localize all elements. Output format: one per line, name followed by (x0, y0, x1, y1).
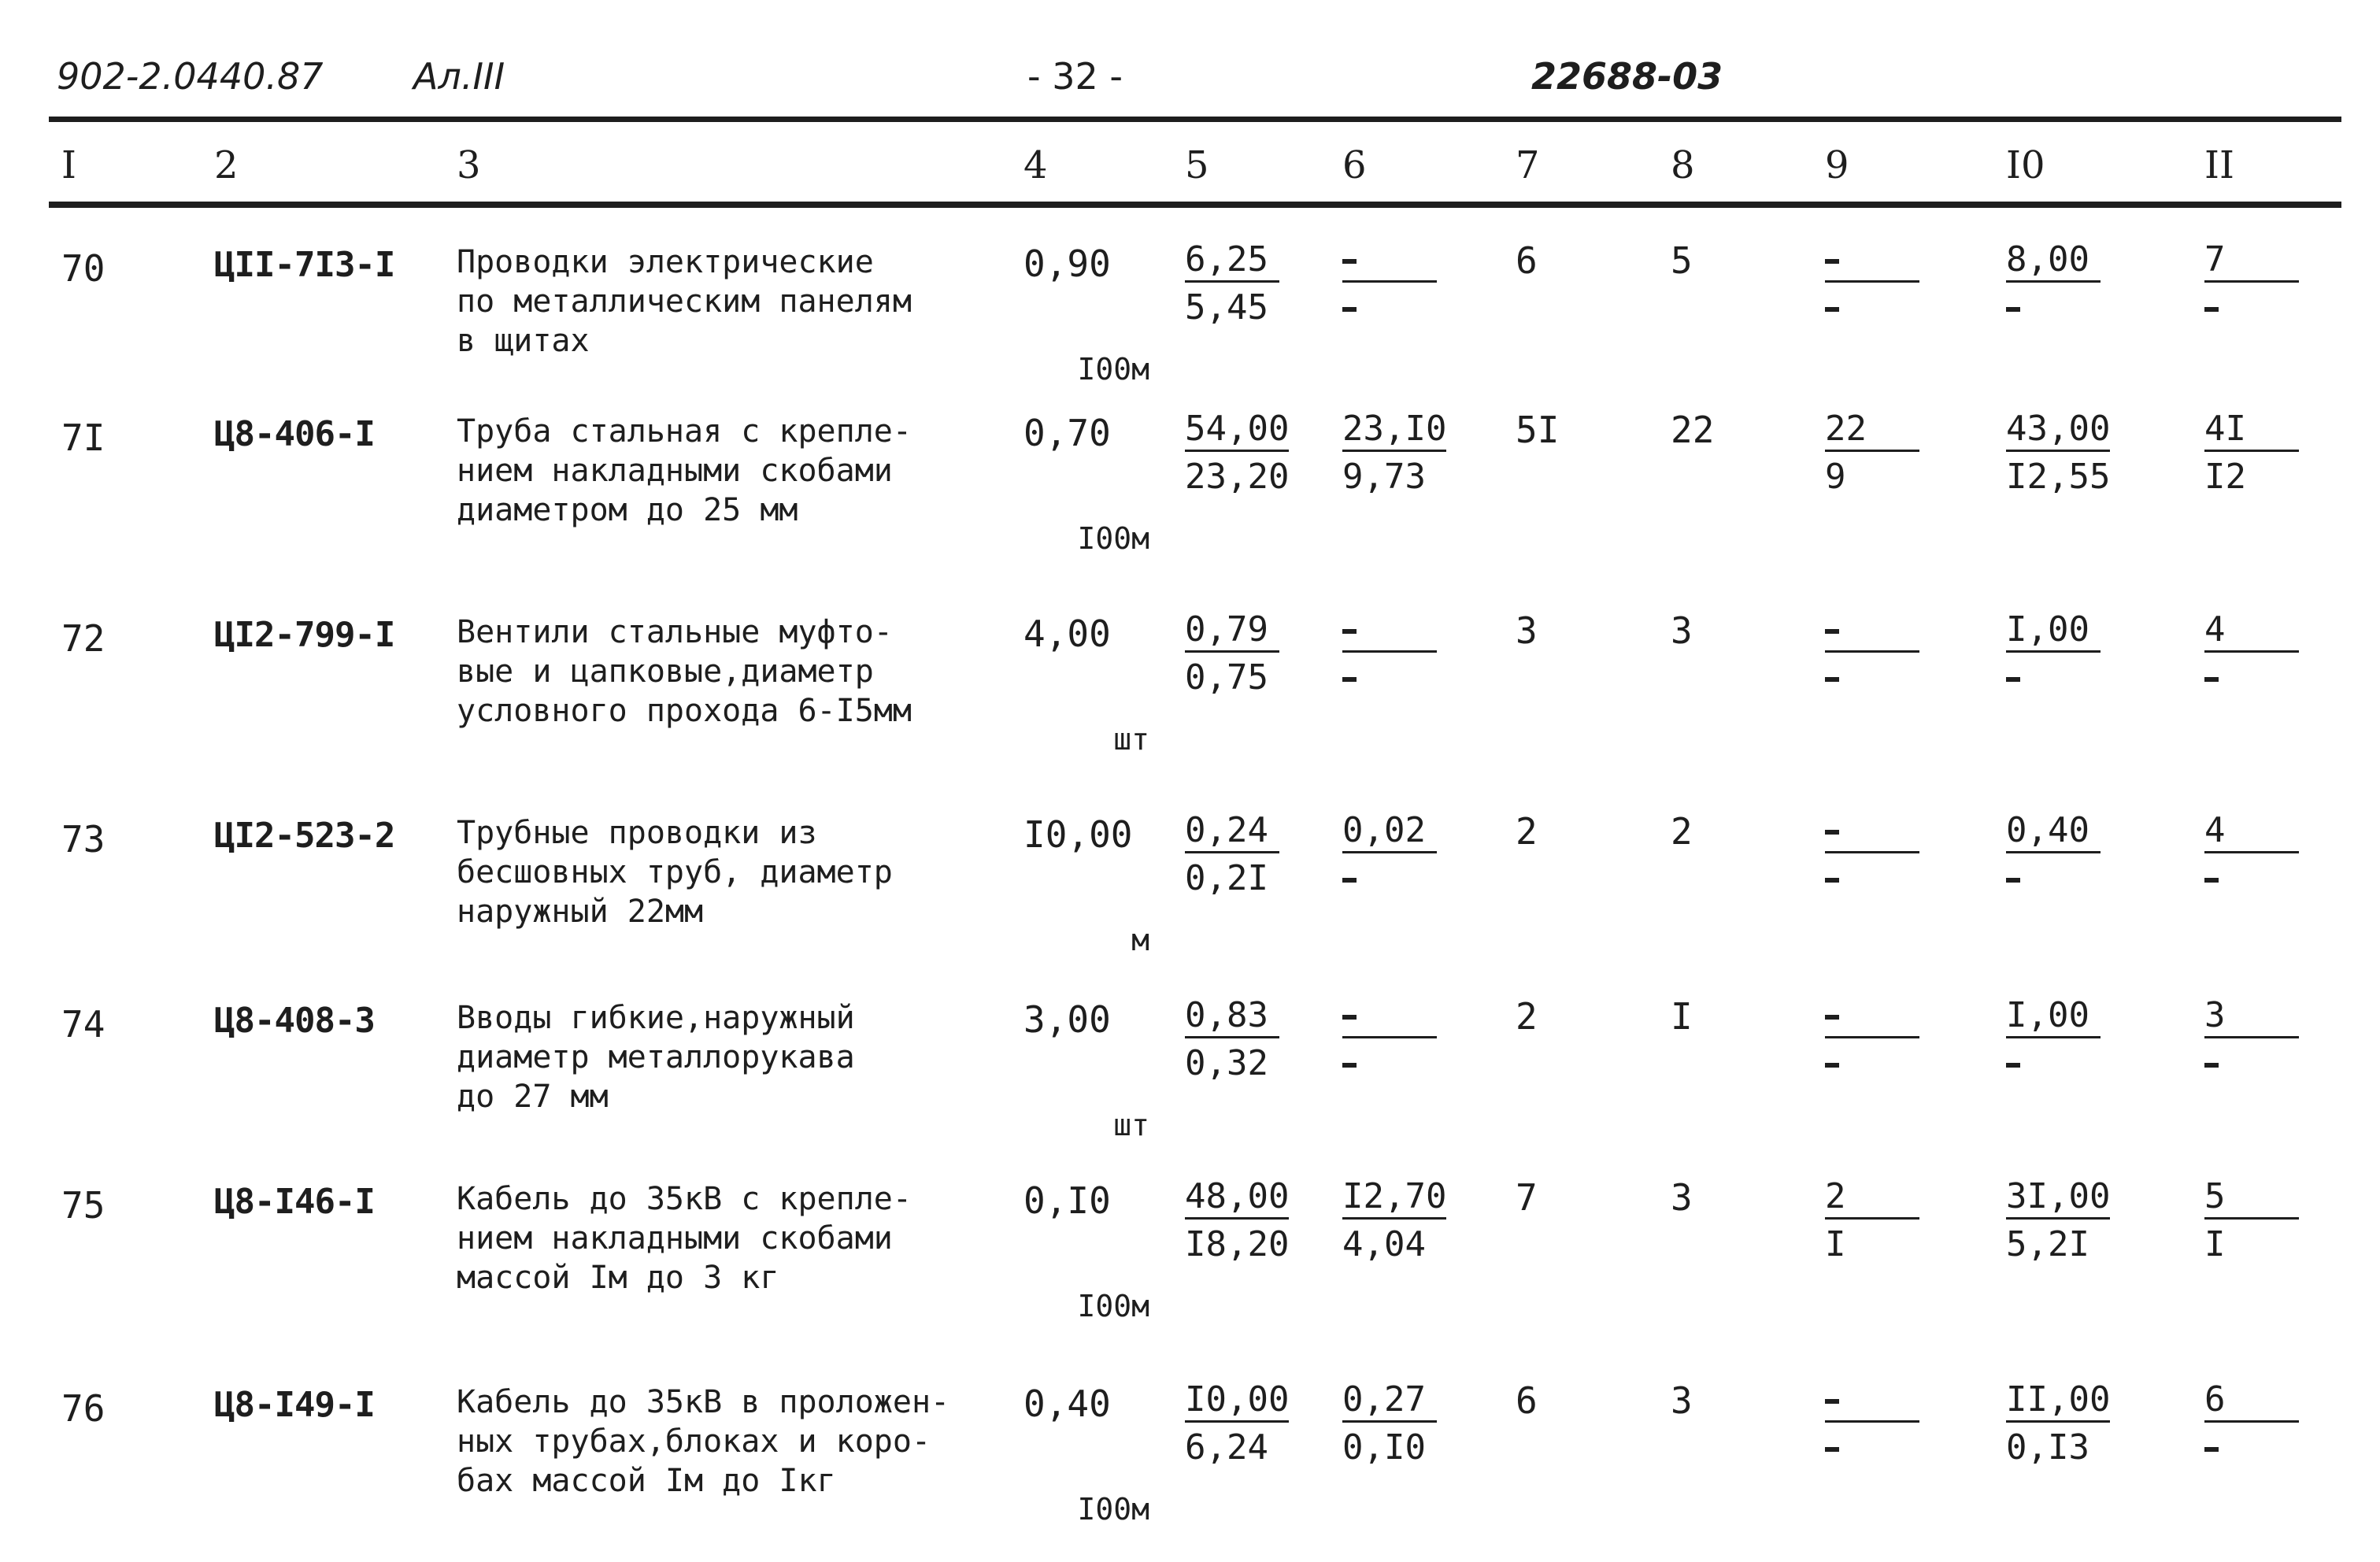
dash-mark (1825, 259, 1839, 264)
dash-mark (2006, 677, 2020, 682)
row-number: 70 (61, 247, 105, 290)
quantity: 3,00 (1023, 998, 1111, 1041)
quantity: 0,90 (1023, 242, 1111, 285)
col9-value (1825, 1382, 1919, 1465)
col6-value-bottom (1342, 291, 1437, 325)
col5-value-bottom: 0,75 (1185, 657, 1268, 698)
unit-of-measure: шт (1113, 1108, 1149, 1142)
row-number: 75 (61, 1184, 105, 1227)
col9-value-bottom (1825, 661, 1919, 695)
col9-value (1825, 1176, 1919, 1264)
column-header: I0 (2006, 143, 2045, 187)
column-header: I (61, 143, 76, 187)
col11-value (2204, 409, 2299, 497)
col9-value-top (1825, 998, 1919, 1038)
col8-value: 3 (1671, 1176, 1693, 1219)
column-header: II (2204, 143, 2234, 187)
col5-value-top: 54,00 (1185, 412, 1289, 452)
col10-value-bottom: 0,I3 (2006, 1427, 2089, 1468)
page-number: - 32 - (1027, 55, 1123, 98)
dash-mark (1825, 1447, 1839, 1452)
col7-value: 3 (1516, 609, 1538, 652)
dash-mark (1342, 629, 1357, 634)
quantity: 0,70 (1023, 412, 1111, 454)
row-number: 74 (61, 1003, 105, 1046)
col10-value-bottom (2006, 291, 2101, 325)
col5-value-top: 0,24 (1185, 813, 1279, 853)
header-top-rule (49, 117, 2341, 122)
unit-of-measure: I00м (1077, 1289, 1149, 1323)
col11-value-top: 7 (2204, 242, 2299, 283)
col5-value-bottom: 23,20 (1185, 457, 1290, 497)
col9-value (1825, 409, 1919, 497)
col9-value-top (1825, 813, 1919, 853)
col11-value-bottom: I (2204, 1224, 2226, 1264)
col11-value-top: 4 (2204, 613, 2299, 653)
col6-value-bottom (1342, 661, 1437, 695)
col11-value-bottom (2204, 291, 2299, 325)
col10-value-top: I,00 (2006, 613, 2101, 653)
col10-value-top: II,00 (2006, 1382, 2110, 1423)
col10-value (2006, 409, 2111, 497)
column-header: 9 (1825, 143, 1849, 187)
work-description: Кабель до 35кВ в проложен- ных трубах,блоках и коро- бах массой Iм до Iкг (457, 1384, 950, 1499)
col5-value (1185, 409, 1290, 497)
dash-mark (1342, 677, 1357, 682)
col10-value (2006, 995, 2101, 1081)
work-description: Проводки электрические по металлическим панелям в щитах (457, 244, 912, 359)
dash-mark (1825, 677, 1839, 682)
col9-value-bottom: I (1825, 1224, 1846, 1264)
col9-value-bottom (1825, 1046, 1919, 1081)
col7-value: 6 (1516, 1379, 1538, 1422)
dash-mark (2006, 307, 2020, 312)
col11-value (2204, 609, 2299, 695)
dash-mark (1825, 1063, 1839, 1068)
col6-value (1342, 810, 1437, 896)
rate-code: Ц8-408-3 (214, 1001, 375, 1041)
rate-code: Ц8-406-I (214, 414, 375, 454)
col9-value-top (1825, 613, 1919, 653)
work-description: Труба стальная с крепле- нием накладными скобами диаметром до 25 мм (457, 413, 912, 528)
col11-value-bottom: I2 (2204, 457, 2246, 497)
dash-mark (2204, 677, 2219, 682)
col8-value: 22 (1671, 409, 1715, 451)
col5-value (1185, 1176, 1290, 1264)
dash-mark (2204, 1447, 2219, 1452)
unit-of-measure: I00м (1077, 521, 1149, 556)
col6-value-top (1342, 613, 1437, 653)
col6-value-bottom: 0,I0 (1342, 1427, 1426, 1468)
quantity: I0,00 (1023, 813, 1133, 856)
work-description: Кабель до 35кВ с крепле- нием накладными скобами массой Iм до 3 кг (457, 1181, 912, 1296)
col8-value: 2 (1671, 810, 1693, 853)
col5-value (1185, 239, 1279, 328)
row-number: 7I (61, 416, 105, 459)
rate-code: ЦII-7I3-I (214, 245, 395, 285)
col7-value: 7 (1516, 1176, 1538, 1219)
col8-value: 5 (1671, 239, 1693, 282)
col5-value-top: I0,00 (1185, 1382, 1289, 1423)
col6-value-top (1342, 242, 1437, 283)
col11-value (2204, 1176, 2299, 1264)
column-header: 4 (1023, 143, 1048, 187)
col11-value (2204, 995, 2299, 1081)
work-description: Трубные проводки из бесшовных труб, диаметр наружный 22мм (457, 815, 893, 930)
col10-value (2006, 810, 2101, 896)
col6-value-top: 23,I0 (1342, 412, 1446, 452)
col5-value-top: 48,00 (1185, 1179, 1289, 1220)
col6-value-bottom: 9,73 (1342, 457, 1426, 497)
col11-value (2204, 810, 2299, 896)
dash-mark (1825, 1399, 1839, 1404)
col9-value-bottom (1825, 861, 1919, 896)
col6-value (1342, 998, 1437, 1081)
col5-value-bottom: 0,2I (1185, 858, 1268, 898)
col9-value (1825, 613, 1919, 695)
col6-value (1342, 613, 1437, 695)
col5-value (1185, 995, 1279, 1083)
col6-value-top: 0,02 (1342, 813, 1437, 853)
rate-code: Ц8-I49-I (214, 1385, 375, 1425)
col6-value-top: I2,70 (1342, 1179, 1446, 1220)
quantity: 4,00 (1023, 613, 1111, 655)
document-code: 902-2.0440.87 (57, 55, 324, 98)
col11-value-top: 6 (2204, 1382, 2299, 1423)
unit-of-measure: I00м (1077, 1492, 1149, 1527)
column-header: 8 (1671, 143, 1695, 187)
unit-of-measure: шт (1113, 722, 1149, 757)
rate-code: Ц8-I46-I (214, 1182, 375, 1222)
dash-mark (1342, 259, 1357, 264)
dash-mark (1825, 878, 1839, 883)
album-number: Ал.III (413, 55, 505, 98)
col11-value-top: 3 (2204, 998, 2299, 1038)
col8-value: 3 (1671, 609, 1693, 652)
col7-value: 6 (1516, 239, 1538, 282)
col11-value-top: 4I (2204, 412, 2299, 452)
col9-value (1825, 813, 1919, 896)
col10-value (2006, 609, 2101, 695)
col11-value-bottom (2204, 661, 2299, 695)
col5-value-top: 6,25 (1185, 242, 1279, 283)
col5-value-bottom: 5,45 (1185, 287, 1268, 328)
col8-value: 3 (1671, 1379, 1693, 1422)
col7-value: 2 (1516, 810, 1538, 853)
row-number: 76 (61, 1387, 105, 1430)
col6-value-bottom (1342, 861, 1437, 896)
header-bottom-rule (49, 202, 2341, 208)
dash-mark (1825, 1015, 1839, 1020)
row-number: 72 (61, 617, 105, 660)
dash-mark (1342, 878, 1357, 883)
col6-value-bottom: 4,04 (1342, 1224, 1426, 1264)
col11-value-bottom (2204, 1046, 2299, 1081)
col9-value-bottom (1825, 291, 1919, 325)
col9-value (1825, 242, 1919, 325)
col6-value-top (1342, 998, 1437, 1038)
quantity: 0,40 (1023, 1382, 1111, 1425)
col9-value-top: 2 (1825, 1179, 1919, 1220)
col10-value-bottom: I2,55 (2006, 457, 2111, 497)
dash-mark (1825, 830, 1839, 835)
col11-value-bottom (2204, 1431, 2299, 1465)
col10-value (2006, 1176, 2111, 1264)
col6-value (1342, 1176, 1447, 1264)
col10-value-top: I,00 (2006, 998, 2101, 1038)
column-header: 6 (1342, 143, 1367, 187)
column-header: 2 (214, 143, 239, 187)
col9-value-bottom (1825, 1431, 1919, 1465)
col10-value-top: 3I,00 (2006, 1179, 2110, 1220)
col9-value-top (1825, 242, 1919, 283)
work-description: Вводы гибкие,наружный диаметр металлорукава до 27 мм (457, 1000, 855, 1115)
col10-value-bottom (2006, 661, 2101, 695)
col11-value-bottom (2204, 861, 2299, 896)
col11-value (2204, 1379, 2299, 1465)
col6-value-top: 0,27 (1342, 1382, 1437, 1423)
col7-value: 2 (1516, 995, 1538, 1038)
col9-value-bottom: 9 (1825, 457, 1846, 497)
col5-value-top: 0,83 (1185, 998, 1279, 1038)
col11-value-top: 5 (2204, 1179, 2299, 1220)
dash-mark (1825, 629, 1839, 634)
col5-value-bottom: I8,20 (1185, 1224, 1290, 1264)
col6-value (1342, 242, 1437, 325)
dash-mark (2204, 307, 2219, 312)
column-header: 3 (457, 143, 481, 187)
unit-of-measure: м (1131, 923, 1149, 957)
col10-value-bottom: 5,2I (2006, 1224, 2089, 1264)
rate-code: ЦI2-523-2 (214, 816, 395, 856)
column-header: 5 (1185, 143, 1209, 187)
dash-mark (2204, 1063, 2219, 1068)
rate-code: ЦI2-799-I (214, 615, 395, 655)
col5-value (1185, 609, 1279, 698)
row-number: 73 (61, 818, 105, 861)
col10-value-bottom (2006, 861, 2101, 896)
col10-value-bottom (2006, 1046, 2101, 1081)
dash-mark (1342, 307, 1357, 312)
column-header: 7 (1516, 143, 1540, 187)
quantity: 0,I0 (1023, 1179, 1111, 1222)
col6-value (1342, 1379, 1437, 1468)
document-number: 22688-03 (1531, 55, 1723, 98)
col9-value (1825, 998, 1919, 1081)
unit-of-measure: I00м (1077, 352, 1149, 387)
dash-mark (1342, 1063, 1357, 1068)
col6-value-bottom (1342, 1046, 1437, 1081)
col5-value (1185, 810, 1279, 898)
col5-value-bottom: 0,32 (1185, 1043, 1268, 1083)
col5-value-top: 0,79 (1185, 613, 1279, 653)
col10-value-top: 43,00 (2006, 412, 2110, 452)
work-description: Вентили стальные муфто- вые и цапковые,диаметр условного прохода 6-I5мм (457, 614, 912, 729)
dash-mark (2006, 878, 2020, 883)
col10-value-top: 8,00 (2006, 242, 2101, 283)
dash-mark (2204, 878, 2219, 883)
col10-value-top: 0,40 (2006, 813, 2101, 853)
dash-mark (2006, 1063, 2020, 1068)
col11-value (2204, 239, 2299, 325)
col9-value-top: 22 (1825, 412, 1919, 452)
col5-value (1185, 1379, 1290, 1468)
col7-value: 5I (1516, 409, 1560, 451)
col10-value (2006, 1379, 2111, 1468)
col8-value: I (1671, 995, 1693, 1038)
col9-value-top (1825, 1382, 1919, 1423)
col10-value (2006, 239, 2101, 325)
col11-value-top: 4 (2204, 813, 2299, 853)
col5-value-bottom: 6,24 (1185, 1427, 1268, 1468)
dash-mark (1342, 1015, 1357, 1020)
col6-value (1342, 409, 1447, 497)
dash-mark (1825, 307, 1839, 312)
